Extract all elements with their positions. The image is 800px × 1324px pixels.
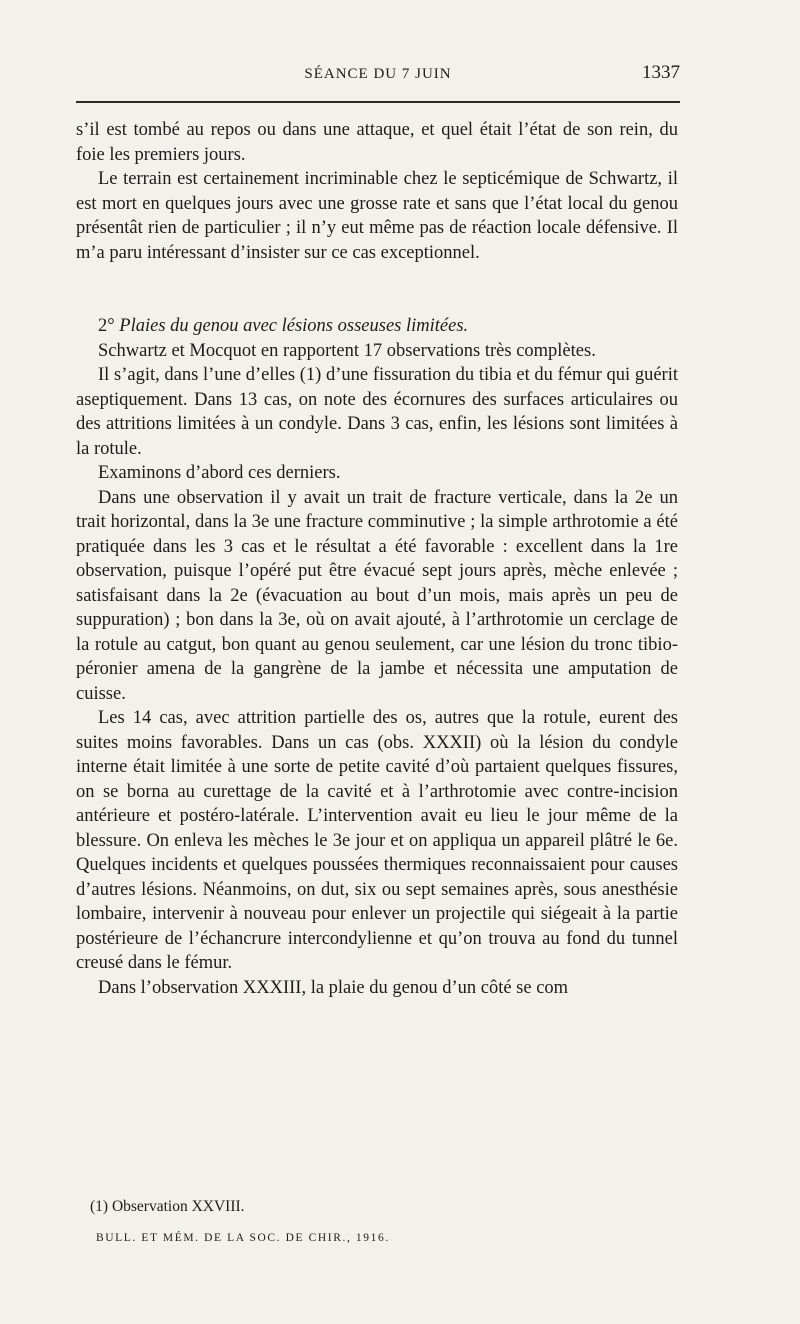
paragraph: Les 14 cas, avec attrition partielle des os, autres que la rotule, eurent des suites moins favorables. Dans un cas (obs. XXXII) où la lésion du condyle interne était limitée à une sorte de petite cavité d’où partaient quelques fissures, on se borna au curettage de la cavité et à l’arthrotomie avec contre-incision antérieure et postéro-latérale. L’intervention avait eu lieu le jour même de la blessure. On enleva les mèches le 3e jour et on appliqua un appareil plâtré le 6e. Quelques incidents et quelques poussées thermiques reconnaissaient pour causes d’autres lésions. Néanmoins, on dut, six ou sept semaines après, sous anesthésie lombaire, intervenir à nouveau pour enlever un projectile qui siégeait à la partie postérieure de l’échancrure intercondylienne et qu’on trouva au fond du tunnel creusé dans le fémur. bbox=[76, 708, 678, 973]
paragraph: s’il est tombé au repos ou dans une attaque, et quel était l’état de son rein, du foie les premiers jours. bbox=[76, 120, 678, 165]
paragraph: Examinons d’abord ces derniers. bbox=[98, 463, 341, 483]
paragraph: Dans une observation il y avait un trait de fracture verticale, dans la 2e un trait horizontal, dans la 3e une fracture comminutive ; la simple arthrotomie a été pratiquée dans les 3 cas et le résultat a été favorable : excellent dans la 1re observation, puisque l’opéré put être évacué sept jours après, mèche enlevée ; satisfaisant dans la 2e (évacuation au bout d’un mois, mais après un peu de suppuration) ; bon dans la 3e, où on avait ajouté, à l’arthrotomie un cerclage de la rotule au catgut, bon quant au genou seulement, car une lésion du tronc tibio-péronier amena de la gangrène de la jambe et nécessita une amputation de cuisse. bbox=[76, 487, 678, 704]
paragraph: Il s’agit, dans l’une d’elles (1) d’une fissuration du tibia et du fémur qui guérit aseptiquement. Dans 13 cas, on note des écornures des surfaces articulaires ou des attritions limitées à un condyle. Dans 3 cas, enfin, les lésions sont limitées à la rotule. bbox=[76, 365, 678, 459]
paragraph: Dans l’observation XXXIII, la plaie du genou d’un côté se com bbox=[98, 977, 569, 998]
body-text bbox=[76, 118, 678, 1000]
footnote: (1) Observation XXVIII. bbox=[90, 1198, 245, 1215]
section-heading bbox=[76, 314, 678, 339]
journal-footer: BULL. ET MÉM. DE LA SOC. DE CHIR., 1916. bbox=[96, 1232, 390, 1244]
section-number: 2° bbox=[98, 316, 115, 336]
paragraph: Schwartz et Mocquot en rapportent 17 observations très complètes. bbox=[98, 340, 596, 361]
page-header bbox=[76, 62, 680, 88]
running-title: SÉANCE DU 7 JUIN bbox=[304, 66, 452, 82]
paragraph: Le terrain est certainement incriminable chez le septicémique de Schwartz, il est mort en quelques jours avec une grosse rate et sans que l’état local du genou présentât rien de particulier ; il n’y eut même pas de réaction locale défensive. Il m’a paru intéressant d’insister sur ce cas exceptionnel. bbox=[76, 169, 678, 263]
page-number: 1337 bbox=[642, 62, 680, 83]
header-rule bbox=[76, 101, 680, 103]
section-title: Plaies du genou avec lésions osseuses limitées. bbox=[119, 316, 469, 336]
